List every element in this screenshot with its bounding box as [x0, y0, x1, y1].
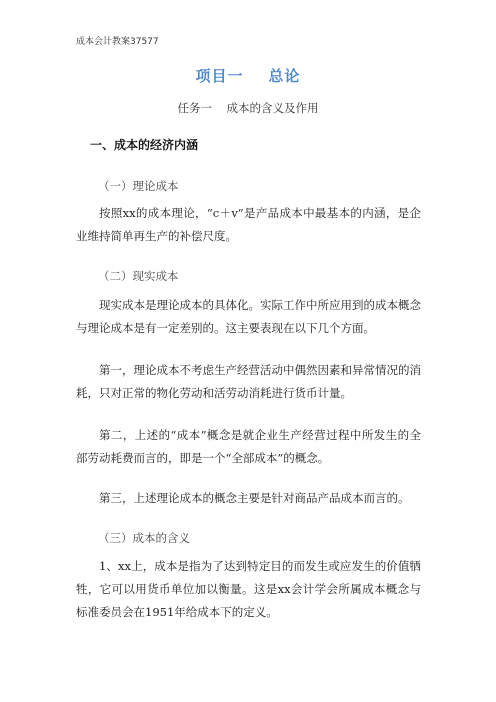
sub-heading-real-cost: （二）现实成本: [98, 269, 179, 283]
document-title: 项目一 总论: [195, 67, 301, 85]
paragraph: 现实成本是理论成本的具体化。实际工作中所应用到的成本概念与理论成本是有一定差别的。这主要表现在以下几个方面。: [76, 298, 421, 335]
sub-heading-cost-meaning: （三）成本的含义: [98, 531, 190, 545]
section-heading: 一、成本的经济内涵: [90, 138, 199, 152]
document-subtitle: 任务一 成本的含义及作用: [177, 101, 319, 115]
paragraph: 1、xx上，成本是指为了达到特定目的而发生或应发生的价值牺牲，它可以用货币单位加以衡量。这是xx会计学会所属成本概念与标准委员会在1951年给成本下的定义。: [76, 559, 421, 619]
running-header: 成本会计教案37577: [76, 37, 159, 47]
paragraph: 第三，上述理论成本的概念主要是针对商品产品成本而言的。: [99, 491, 410, 505]
sub-heading-theory-cost: （一）理论成本: [98, 179, 179, 193]
paragraph: 按照xx的成本理论，“c＋v”是产品成本中最基本的内涵，是企业维持简单再生产的补偿尺度。: [76, 206, 421, 243]
paragraph: 第一，理论成本不考虑生产经营活动中偶然因素和异常情况的消耗，只对正常的物化劳动和活劳动消耗进行货币计量。: [76, 363, 421, 400]
paragraph: 第二，上述的“成本”概念是就企业生产经营过程中所发生的全部劳动耗费而言的，即是一个“全部成本”的概念。: [76, 428, 421, 465]
